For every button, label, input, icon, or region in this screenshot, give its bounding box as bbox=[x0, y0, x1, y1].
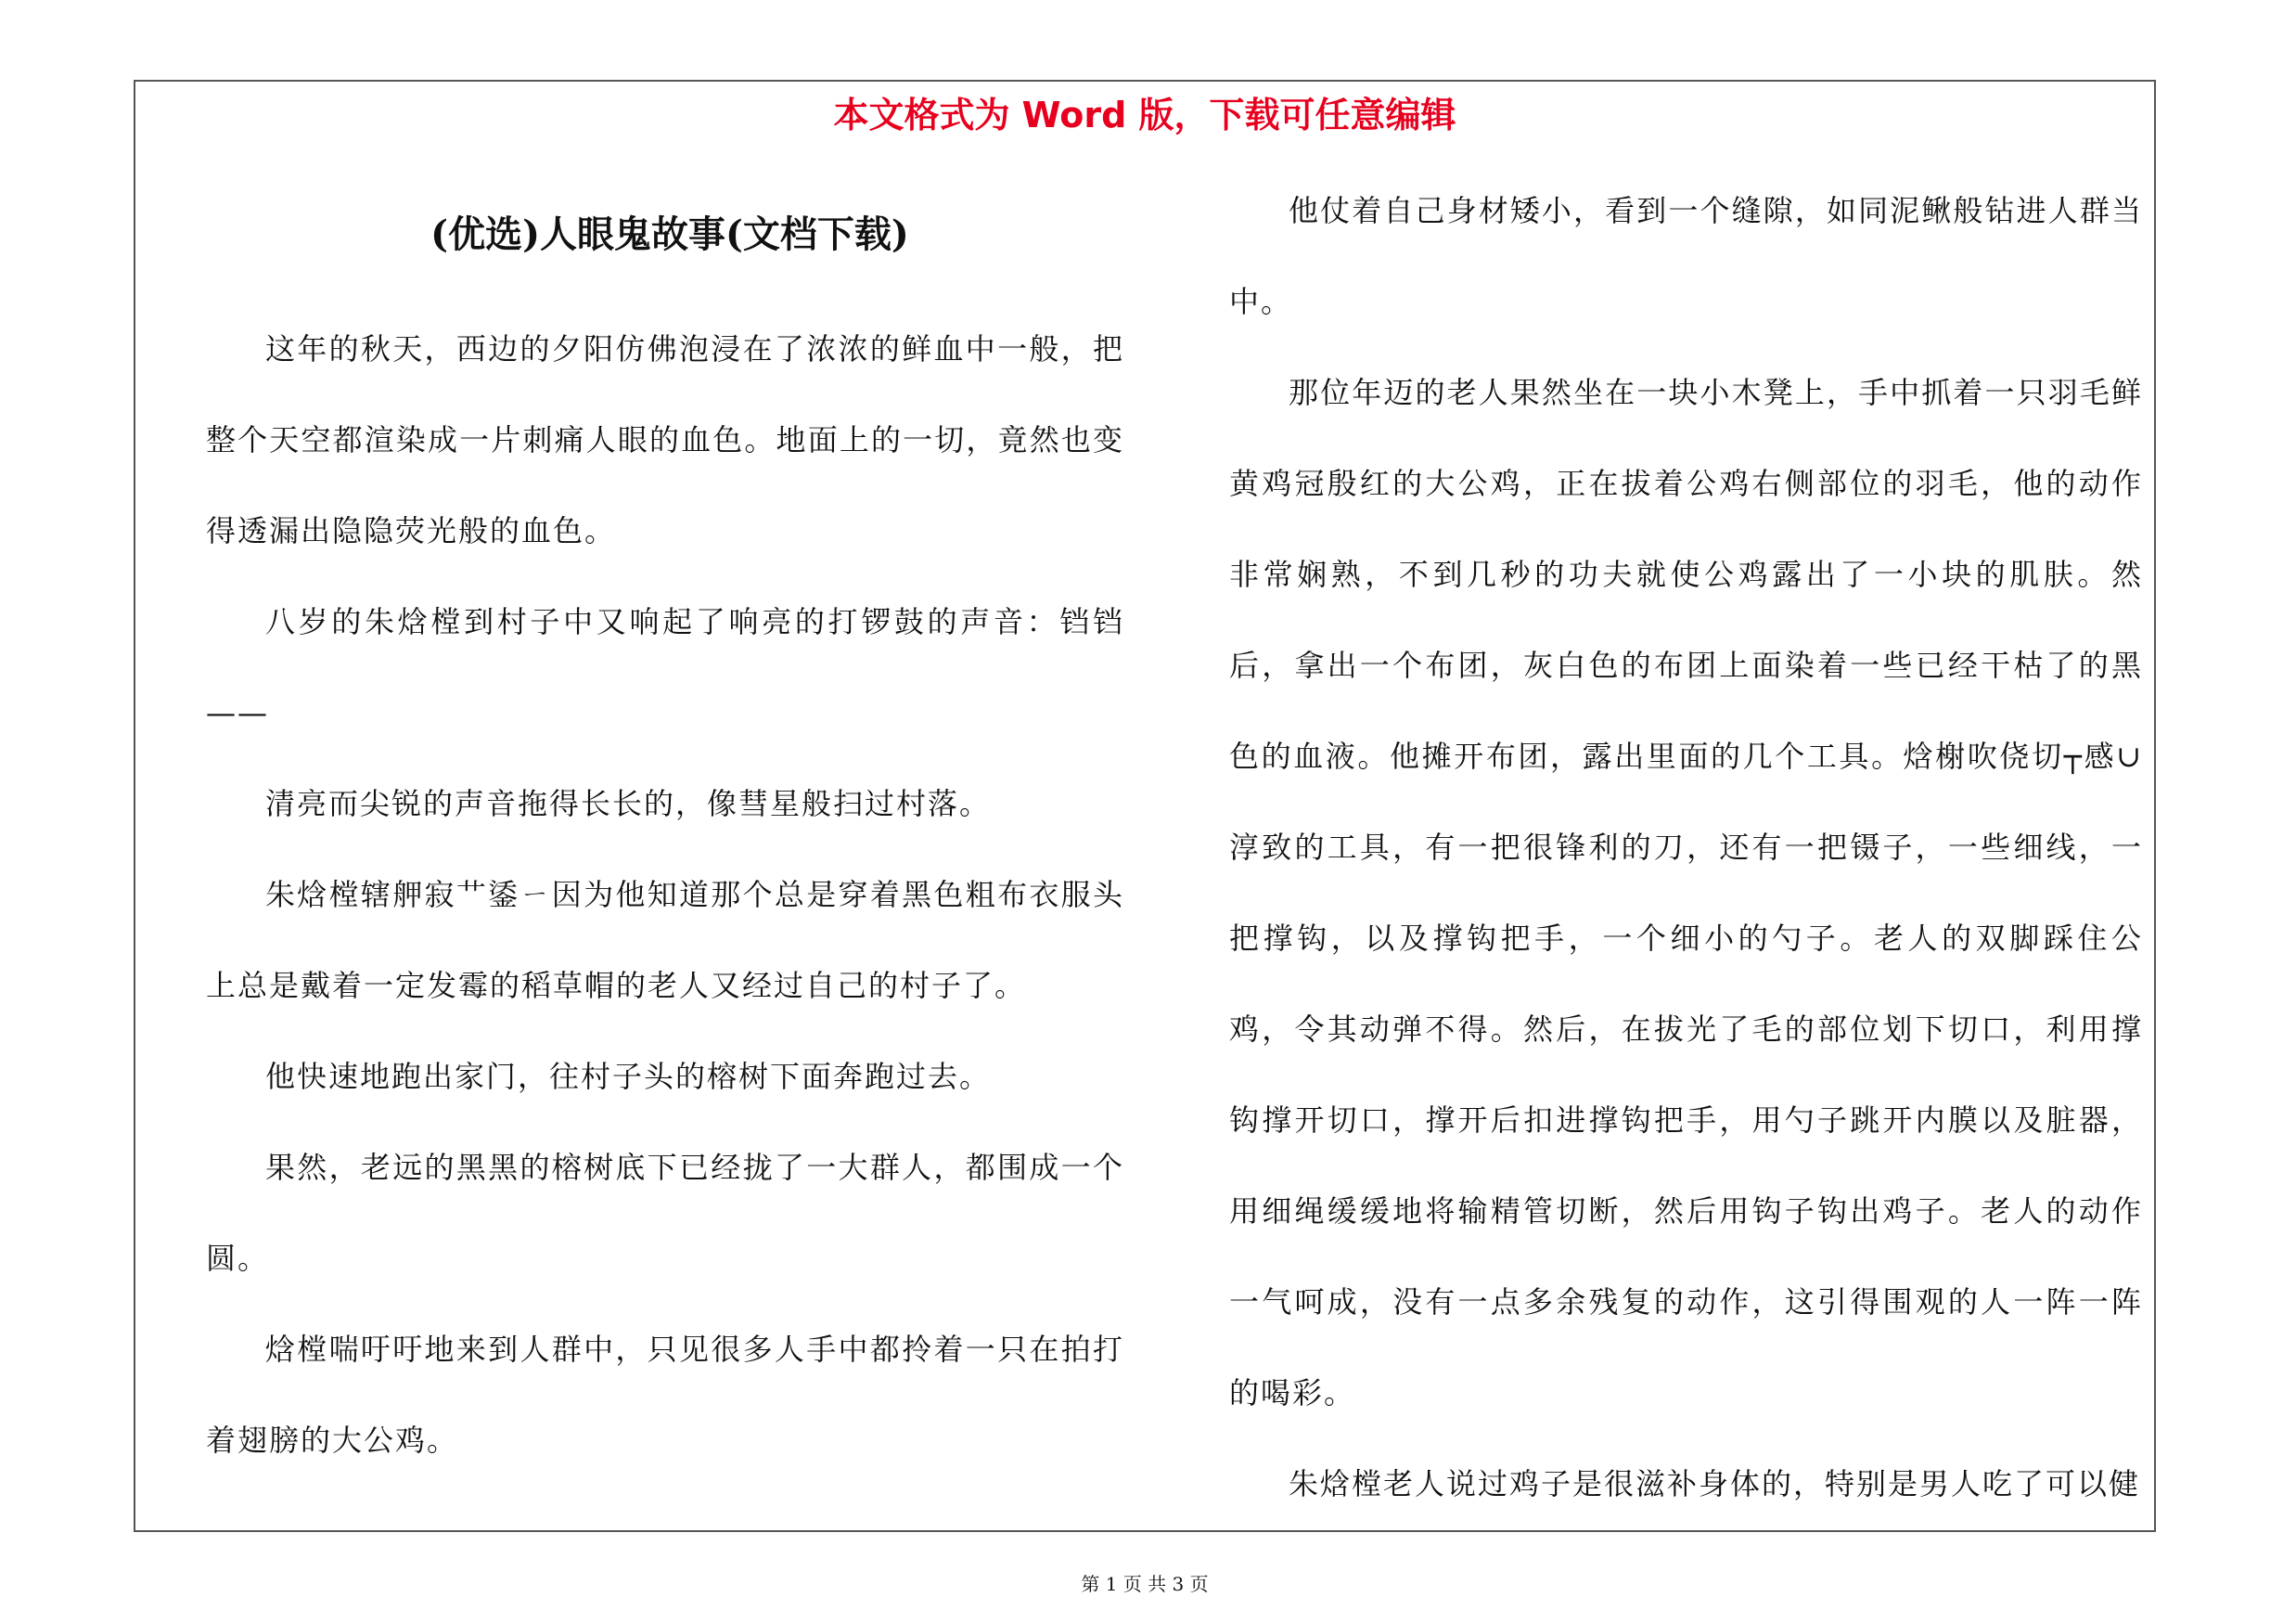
paragraph: 八岁的朱焓樘到村子中又响起了响亮的打锣鼓的声音：铛铛—— bbox=[206, 604, 1124, 730]
paragraph: 朱焓樘辖舺寂艹鋈ㄧ因为他知道那个总是穿着黑色粗布衣服头上总是戴着一定发霉的稻草帽的老人又经过自己的村子了。 bbox=[206, 877, 1124, 1003]
document-title: (优选)人眼鬼故事(文档下载) bbox=[430, 213, 909, 256]
paragraph: 清亮而尖锐的声音拖得长长的，像彗星般扫过村落。 bbox=[265, 786, 992, 821]
paragraph: 焓樘喘吁吁地来到人群中，只见很多人手中都拎着一只在拍打着翅膀的大公鸡。 bbox=[206, 1332, 1124, 1458]
paragraph: 果然，老远的黑黑的榕树底下已经拢了一大群人，都围成一个圆。 bbox=[206, 1150, 1124, 1276]
page-number: 第 1 页 共 3 页 bbox=[1081, 1573, 1209, 1595]
right-column bbox=[1229, 165, 2143, 1529]
paragraph: 他快速地跑出家门，往村子头的榕树下面奔跑过去。 bbox=[265, 1059, 992, 1094]
paragraph: 朱焓樘老人说过鸡子是很滋补身体的，特别是男人吃了可以健 bbox=[1289, 1466, 2141, 1501]
paragraph: 那位年迈的老人果然坐在一块小木凳上，手中抓着一只羽毛鲜黄鸡冠殷红的大公鸡，正在拔着公鸡右侧部位的羽毛，他的动作非常娴熟，不到几秒的功夫就使公鸡露出了一小块的肌肤。然后，拿出一个布团，灰白色的布团上面染着一些已经干枯了的黑色的血液。他摊开布团，露出里面的几个工具。焓榭吹侥切┬感∪淳致的工具，有一把很锋利的刀，还有一把镊子，一些细线，一把撑钩，以及撑钩把手，一个细小的勺子。老人的双脚踩住公鸡，令其动弹不得。然后，在拔光了毛的部位划下切口，利用撑钩撑开切口，撑开后扣进撑钩把手，用勺子跳开内膜以及脏器，用细绳缓缓地将输精管切断，然后用钩子钩出鸡子。老人的动作一气呵成，没有一点多余残复的动作，这引得围观的人一阵一阵的喝彩。 bbox=[1229, 375, 2143, 1410]
paragraph: 这年的秋天，西边的夕阳仿佛泡浸在了浓浓的鲜血中一般，把整个天空都渲染成一片刺痛人眼的血色。地面上的一切，竟然也变得透漏出隐隐荧光般的血色。 bbox=[206, 331, 1124, 548]
format-banner: 本文格式为 Word 版，下载可任意编辑 bbox=[833, 95, 1456, 135]
left-column bbox=[206, 303, 1124, 1486]
paragraph: 他仗着自己身材矮小，看到一个缝隙，如同泥鳅般钻进人群当中。 bbox=[1229, 193, 2143, 319]
